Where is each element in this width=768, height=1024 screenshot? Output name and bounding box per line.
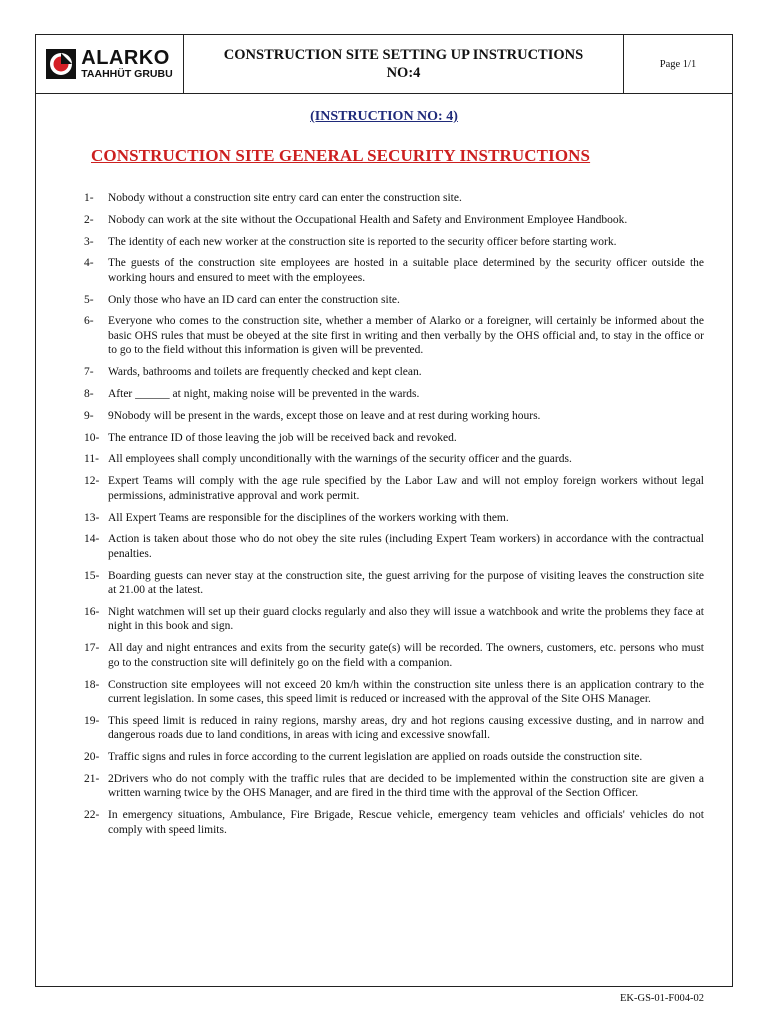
page-number-text: Page 1/1 [659,58,697,70]
list-item [84,714,704,743]
rule-number: 16- [84,605,100,618]
rule-number: 3- [84,235,94,248]
list-item [84,750,704,765]
rule-text: All Expert Teams are responsible for the disciplines of the workers working with them. [108,511,509,524]
list-item [84,293,704,308]
document-frame [35,34,733,987]
rule-text: Action is taken about those who do not obey the site rules (including Expert Team workers) in accordance with the contractual penalties. [108,533,704,560]
page-number [624,35,732,93]
rule-number: 11- [84,453,99,466]
rule-number: 1- [84,192,94,204]
rule-text: The identity of each new worker at the construction site is reported to the security officer before starting work. [108,235,617,248]
rule-number: 9- [84,409,94,422]
rule-number: 19- [84,714,100,727]
document-code: EK-GS-01-F004-02 [620,993,704,1004]
list-item [84,772,704,801]
company-logo [46,48,172,80]
rule-text: This speed limit is reduced in rainy regions, marshy areas, dry and hot regions causing excessive dusting, and in narrow and dangerous roads due to land conditions, in areas with icing and excessive snowfall. [108,714,704,742]
rule-number: 15- [84,569,100,582]
rule-number: 21- [84,772,100,785]
rule-text: All employees shall comply unconditionally with the warnings of the security officer and the guards. [108,453,572,466]
list-item [84,641,704,670]
logo-cell [36,35,184,93]
rule-text: The guests of the construction site employees are hosted in a suitable place determined by the security officer outside the working hours and ensured to meet with the employees. [108,257,704,284]
rule-text: Traffic signs and rules in force according to the current legislation are applied on roads outside the construction site. [108,751,643,764]
rule-number: 4- [84,257,94,270]
rule-text: 9Nobody will be present in the wards, except those on leave and at rest during working hours. [108,409,541,422]
list-item [84,569,704,598]
rule-text: Nobody without a construction site entry card can enter the construction site. [108,192,462,204]
list-item [84,191,704,206]
instruction-number: (INSTRUCTION NO: 4) [310,109,458,124]
rule-text: Construction site employees will not exceed 20 km/h within the construction site unless there is an application contrary to the current legislation. In some cases, this speed limit is reduced or increased with the approval of the Site OHS Manager. [108,678,704,706]
list-item [84,213,704,228]
header-title-line2: NO:4 [386,65,421,81]
list-item [84,808,704,837]
list-item [84,387,704,402]
rule-number: 18- [84,678,100,691]
rule-number: 6- [84,315,94,328]
list-item [84,511,704,526]
rule-number: 13- [84,511,100,524]
rule-number: 17- [84,642,100,655]
list-item [84,605,704,634]
rule-number: 14- [84,533,100,546]
list-item [84,314,704,358]
list-item [84,409,704,424]
document-header [36,35,732,94]
rule-text: All day and night entrances and exits from the security gate(s) will be recorded. The owners, customers, etc. persons who must go to the construction site will definitely go on the field with a companion. [108,642,704,669]
list-item [84,452,704,467]
rule-text: Wards, bathrooms and toilets are frequently checked and kept clean. [108,366,422,379]
rule-number: 20- [84,751,100,764]
list-item [84,256,704,285]
rule-text: Everyone who comes to the construction site, whether a member of Alarko or a foreigner, will certainly be informed about the basic OHS rules that must be obeyed at the site first in writing and then verbally by the OHS official and, to stay in the office or to go to the field without this information is given will be prevented. [108,315,704,357]
rule-text: Nobody can work at the site without the Occupational Health and Safety and Environment Employee Handbook. [108,213,628,226]
rule-number: 7- [84,366,94,379]
rule-text: Only those who have an ID card can enter the construction site. [108,293,400,306]
rule-text: In emergency situations, Ambulance, Fire Brigade, Rescue vehicle, emergency team vehicles and officials' vehicles do not comply with speed limits. [108,809,704,836]
list-item [84,678,704,707]
main-title: CONSTRUCTION SITE GENERAL SECURITY INSTRUCTIONS [91,146,591,165]
logo-subtitle: TAAHHÜT GRUBU [81,68,173,80]
rule-text: 2Drivers who do not comply with the traffic rules that are decided to be implemented within the construction site are given a written warning twice by the OHS Manager, and are fired in the third time with the approval of the Section Officer. [108,772,704,800]
header-title [184,35,624,93]
list-item [84,532,704,561]
rule-number: 12- [84,475,100,488]
list-item [84,474,704,503]
rules-list [84,191,704,845]
logo-mark-icon [46,49,76,79]
header-title-line1: CONSTRUCTION SITE SETTING UP INSTRUCTIONS [223,47,584,63]
list-item [84,365,704,380]
rule-text: Expert Teams will comply with the age rule specified by the Labor Law and will not employ foreign workers without legal permissions, administrative approval and work permit. [108,475,704,502]
rule-number: 2- [84,213,94,226]
rule-number: 10- [84,431,100,444]
logo-text [81,48,172,80]
rule-number: 22- [84,809,100,822]
logo-name: ALARKO [81,47,170,69]
list-item [84,431,704,446]
rule-text: Boarding guests can never stay at the construction site, the guest arriving for the purpose of visiting leaves the construction site at 21.00 at the latest. [108,569,704,597]
rule-number: 5- [84,293,94,306]
rule-text: Night watchmen will set up their guard clocks regularly and also they will issue a watchbook and write the problems they face at night in this book and sign. [108,605,704,633]
rule-number: 8- [84,388,94,401]
list-item [84,235,704,250]
rule-text: After ______ at night, making noise will be prevented in the wards. [108,388,420,401]
rule-text: The entrance ID of those leaving the job will be received back and revoked. [108,431,457,444]
